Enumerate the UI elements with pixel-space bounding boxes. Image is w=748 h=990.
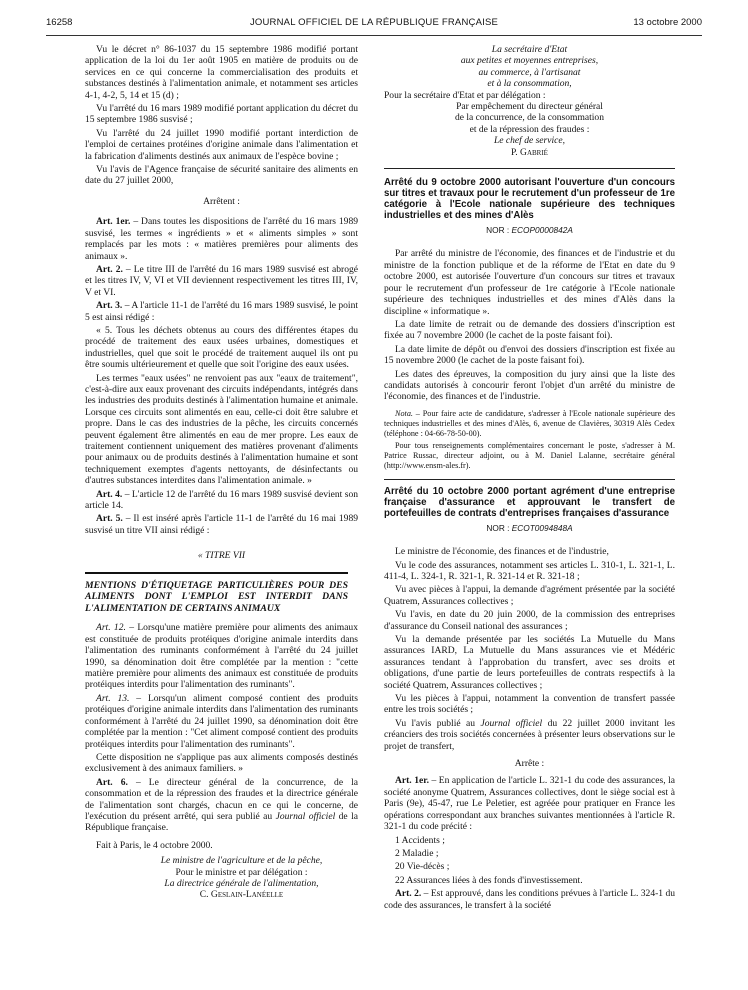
- branche-fonds-investissement: 22 Assurances liées à des fonds d'investissement.: [395, 874, 583, 886]
- arretent-heading: Arrêtent :: [203, 195, 240, 207]
- signature-line-2: aux petites et moyennes entreprises,: [460, 55, 599, 67]
- signature-line-4: et à la consommation,: [487, 78, 572, 90]
- signature-name: C. Geslain-Lanéelle: [199, 889, 284, 901]
- page-number: 16258: [46, 17, 73, 28]
- fait-a-paris: Fait à Paris, le 4 octobre 2000.: [96, 839, 213, 851]
- article-2-text: – Le titre III de l'arrêté du 16 mars 1989 susvisé est abrogé et les titres IV, V, VI et VII deviennent respectivement les titres III, IV, V et VI.: [85, 263, 358, 298]
- article-13-exception: Cette disposition ne s'applique pas aux aliments composés destinés exclusivement à des animaux familiers. »: [85, 751, 358, 775]
- assurance-article-1: [384, 775, 675, 832]
- concours-paragraph-2: La date limite de retrait ou de demande des dossiers d'inscription est fixée au 7 novembre 2000 (le cachet de la poste faisant foi).: [384, 318, 675, 342]
- article-13-label: Art. 13.: [96, 692, 130, 704]
- visa-decret: Vu le décret n° 86-1037 du 15 septembre 1986 modifié portant application de la loi du 1er août 1905 en matière de produits ou de services en ce qui concerne la commercialisation des produits et substances destinés à l'alimentation animale, et notamment ses articles 4-1, 4-2, 5, 14 et 15 (d) ;: [85, 44, 358, 101]
- article-3-label: Art. 3.: [96, 300, 123, 312]
- article-12: [85, 622, 358, 690]
- assurance-visa-demande: Vu avec pièces à l'appui, la demande d'agrément présentée par la société Quatrem, Assurances collectives ;: [384, 584, 675, 607]
- section-divider: [384, 479, 675, 480]
- assurance-visa-avis: Vu l'avis, en date du 20 juin 2000, de la commission des entreprises d'assurance du Conseil national des assurances ;: [384, 609, 675, 632]
- signature-name: P. Gabrié: [511, 146, 548, 158]
- assurance-article-2: [384, 888, 675, 911]
- article-5: [85, 513, 358, 536]
- right-column: [384, 44, 675, 913]
- signature-line-9: Le chef de service,: [493, 135, 566, 147]
- nor-code: ECOT0094848A: [511, 522, 573, 533]
- signature-line-1: La secrétaire d'Etat: [491, 44, 568, 55]
- visa-arrete-1989: Vu l'arrêté du 16 mars 1989 modifié portant application du décret du 15 septembre 1986 susvisé ;: [85, 103, 358, 126]
- signature-block-agriculture: [85, 855, 358, 901]
- signature-line-3: La directrice générale de l'alimentation,: [164, 877, 319, 889]
- quote-point-5: « 5. Tous les déchets obtenus au cours des différentes étapes du procédé de traitement des eaux usées urbaines, domestiques et industrielles, quel que soit le procédé de traitement auquel ils ont pu être soumis ultérieurement et quelle que soit l'origine des eaux usées.: [85, 324, 358, 371]
- signature-line-8: et de la répression des fraudes :: [469, 123, 590, 135]
- visa-jo-text-a: Vu l'avis publié au: [395, 717, 481, 729]
- signature-block-secretaire: [384, 44, 675, 158]
- signature-line-6: Par empêchement du directeur général: [456, 101, 603, 113]
- article-3: [85, 300, 358, 323]
- branche-vie-deces: 20 Vie-décès ;: [395, 861, 450, 873]
- arrete-heading: Arrête :: [514, 758, 545, 770]
- article-13: [85, 693, 358, 750]
- signature-line-3: au commerce, à l'artisanat: [478, 66, 581, 78]
- article-1-text: – Dans toutes les dispositions de l'arrêté du 16 mars 1989 susvisé, les termes « ingrédients » et « aliments simples » sont remplacés par les mots : « matières premières pour aliments des animaux ».: [85, 216, 358, 262]
- article-1: [85, 216, 358, 262]
- article-6-text-b: de la République française.: [85, 810, 358, 834]
- concours-paragraph-3: La date limite de dépôt ou d'envoi des dossiers d'inscription est fixée au 15 novembre 2000 (le cachet de la poste faisant foi).: [384, 343, 675, 367]
- branche-accidents: 1 Accidents ;: [395, 834, 445, 846]
- nor-reference: [384, 225, 675, 236]
- article-1-label: Art. 1er.: [96, 216, 131, 228]
- signature-line-2: Pour le ministre et par délégation :: [175, 866, 308, 878]
- visa-avis-agence: Vu l'avis de l'Agence française de sécurité sanitaire des aliments en date du 27 juillet 2000,: [85, 164, 358, 187]
- assurance-visa-code: Vu le code des assurances, notamment ses articles L. 310-1, L. 321-1, L. 411-4, L. 324-1, R. 321-1, R. 321-14 et R. 321-18 ;: [384, 559, 675, 582]
- arrete-assurance-title: Arrêté du 10 octobre 2000 portant agrément d'une entreprise française d'assurance et approuvant le transfert de portefeuilles de contrats d'entreprises françaises d'assurance: [384, 485, 675, 519]
- article-6-journal: Journal officiel: [275, 810, 336, 822]
- page-header: [46, 12, 702, 36]
- concours-nota: [384, 409, 675, 439]
- branche-maladie: 2 Maladie ;: [395, 847, 439, 859]
- concours-paragraph-1: Par arrêté du ministre de l'économie, des finances et de l'industrie et du ministre de la fonction publique et de la réforme de l'Etat en date du 9 octobre 2000, est autorisée l'ouverture d'un concours sur titres et travaux pour le recrutement d'un professeur de 1re catégorie à l'Ecole nationale supérieure des techniques industrielles et des mines d'Alès dans la discipline « informatique ».: [384, 248, 675, 317]
- assurance-visa-pieces: Vu les pièces à l'appui, notamment la convention de transfert passée entre les trois sociétés ;: [384, 693, 675, 716]
- assurance-article-2-label: Art. 2.: [395, 888, 422, 900]
- nor-reference: [384, 523, 675, 534]
- nor-code: ECOP0000842A: [511, 225, 573, 236]
- article-12-text: – Lorsqu'une matière première pour aliments des animaux est constituée de produits protéiques d'origine animale interdits dans l'alimentation des ruminants conformément à l'arrêté du 24 juillet 1990, sa dénomination doit être complétée par la mention : "cette matière première pour aliments des animaux est constituée de produits protéiques interdits pour l'alimentation des ruminants".: [85, 622, 358, 691]
- article-3-text: – A l'article 11-1 de l'arrêté du 16 mars 1989 susvisé, le point 5 est ainsi rédigé :: [85, 300, 359, 323]
- nor-label: NOR :: [486, 522, 512, 533]
- article-4-text: – L'article 12 de l'arrêté du 16 mars 1989 susvisé devient son article 14.: [85, 488, 358, 512]
- issue-date: 13 octobre 2000: [633, 17, 702, 28]
- article-12-label: Art. 12.: [96, 622, 126, 634]
- article-6: [85, 777, 358, 834]
- nota-label: Nota.: [395, 408, 413, 418]
- concours-renseignements: Pour tous renseignements complémentaires concernant le poste, s'adresser à M. Patrice Russac, directeur adjoint, ou à M. Daniel Lalanne, secrétaire général (http://www.ensm-ales.fr).: [384, 440, 675, 470]
- article-4: [85, 489, 358, 512]
- section-divider: [384, 168, 675, 169]
- article-6-text-a: – Le directeur général de la concurrence, de la consommation et de la répression des fraudes et la directrice générale de l'alimentation sont chargés, chacun en ce qui le concerne, de l'exécution du présent arrêté, qui sera publié au: [85, 776, 358, 822]
- visa-jo-text-b: du 22 juillet 2000 invitant les créanciers des trois sociétés concernées à présenter leurs observations sur le projet de transfert,: [384, 717, 676, 752]
- article-5-text: – Il est inséré après l'article 11-1 de l'arrêté du 16 mai 1989 susvisé un titre VII ainsi rédigé :: [85, 513, 358, 536]
- article-4-label: Art. 4.: [96, 488, 123, 500]
- article-5-label: Art. 5.: [96, 513, 123, 525]
- left-column: [85, 44, 358, 901]
- article-6-label: Art. 6.: [96, 776, 128, 788]
- article-2: [85, 264, 358, 298]
- assurance-ministre: Le ministre de l'économie, des finances et de l'industrie,: [395, 546, 609, 558]
- concours-paragraph-4: Les dates des épreuves, la composition du jury ainsi que la liste des candidats autorisés à concourir feront l'objet d'un arrêté du ministre de l'économie, des finances et de l'industrie.: [384, 368, 675, 403]
- assurance-visa-transfert: Vu la demande présentée par les sociétés La Mutuelle du Mans assurances IARD, La Mutuelle du Mans assurances vie et Médéric assurances tendant à l'approbation du transfert, avec ses droits et obligations, d'une partie de leurs portefeuilles de contrats respectifs à la société Quatrem, Assurances collectives ;: [384, 634, 675, 691]
- assurance-article-1-label: Art. 1er.: [395, 775, 429, 787]
- signature-line-5: Pour la secrétaire d'Etat et par délégation :: [384, 89, 546, 101]
- article-13-text: – Lorsqu'un aliment composé contient des produits protéiques d'origine animale interdits dans l'alimentation des ruminants conformément à l'arrêté du 24 juillet 1990, sa dénomination doit être complétée par la mention : "Cet aliment composé contient des produits protéiques interdits pour l'alimentation des ruminants".: [85, 692, 358, 750]
- article-2-label: Art. 2.: [96, 263, 123, 275]
- nor-label: NOR :: [486, 225, 512, 236]
- journal-title: JOURNAL OFFICIEL DE LA RÉPUBLIQUE FRANÇAISE: [249, 17, 499, 28]
- signature-line-7: de la concurrence, de la consommation: [455, 112, 604, 124]
- mentions-heading: MENTIONS D'ÉTIQUETAGE PARTICULIÈRES POUR DES ALIMENTS DONT L'EMPLOI EST INTERDIT DANS L'ALIMENTATION DE CERTAINS ANIMAUX: [85, 572, 348, 615]
- signature-line-1: Le ministre de l'agriculture et de la pêche,: [160, 855, 323, 867]
- nota-text: – Pour faire acte de candidature, s'adresser à l'Ecole nationale supérieure des techniques industrielles et des mines d'Alès, 6, avenue de Clavières, 30319 Alès Cedex (téléphone : 04-66-78-50-00).: [384, 408, 675, 438]
- visa-arrete-1990: Vu l'arrêté du 24 juillet 1990 modifié portant interdiction de l'emploi de certaines protéines d'origine animale dans l'alimentation et la fabrication d'aliments destinés aux animaux de l'espèce bovine ;: [85, 127, 358, 162]
- assurance-visa-jo: [384, 718, 675, 752]
- arrete-concours-title: Arrêté du 9 octobre 2000 autorisant l'ouverture d'un concours sur titres et travaux pour le recrutement d'un professeur de 1re catégorie à l'Ecole nationale supérieure des techniques industrielles et des mines d'Alès: [384, 177, 675, 222]
- assurance-article-1-text: – En application de l'article L. 321-1 du code des assurances, la société anonyme Quatrem, Assurances collectives, dont le siège social est à Paris (9e), 45-47, rue Le Peletier, est agréée pour pratiquer en France les opérations correspondant aux branches suivantes mentionnées à l'article R. 321-1 du code précité :: [384, 775, 675, 833]
- titre-vii-heading: « TITRE VII: [197, 550, 246, 562]
- visa-jo-journal: Journal officiel: [480, 717, 543, 729]
- assurance-article-2-text: – Est approuvé, dans les conditions prévues à l'article L. 324-1 du code des assurances, le transfert à la société: [384, 888, 675, 911]
- quote-eaux-usees: Les termes "eaux usées" ne renvoient pas aux "eaux de traitement", c'est-à-dire aux eaux provenant des circuits indépendants, intégrés dans les industries des produits destinés à l'alimentation humaine et animale. Lorsque ces circuits sont alimentés en eau, celle-ci doit être salubre et propre. Dans le cas des industries de la pêche, les circuits concernés peuvent également être alimentés en eau de mer propre. Les eaux de traitement contiennent uniquement des matières provenant d'aliments pour animaux ou de produits destinés à l'alimentation humaine et sont techniquement exemptes d'agents nettoyants, de désinfectants ou d'autres substances interdites dans l'alimentation animale. »: [85, 372, 358, 487]
